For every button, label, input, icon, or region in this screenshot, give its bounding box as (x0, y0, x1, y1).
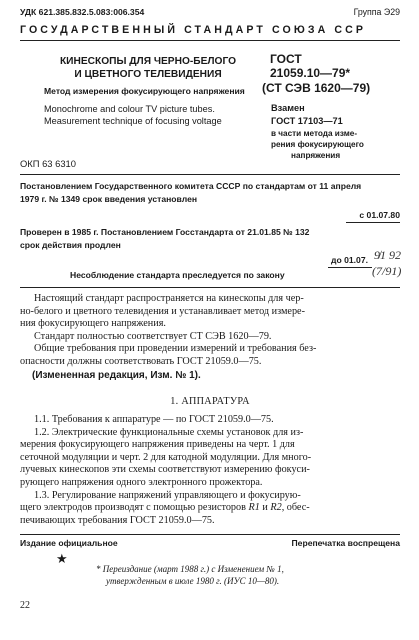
amendment-note: (Измененная редакция, Изм. № 1). (32, 369, 201, 381)
extended-date: до 01.07. (331, 255, 368, 265)
instead-label: Взамен (271, 103, 305, 113)
page-number: 22 (20, 600, 30, 611)
resistor-r1: R1 (248, 502, 260, 514)
state-standard-title: ГОСУДАРСТВЕННЫЙ СТАНДАРТ СОЮЗА ССР (20, 24, 367, 36)
english-title-line-1: Monochrome and colour TV picture tubes. (44, 104, 215, 114)
review-line-1: Проверен в 1985 г. Постановлением Госстандарта от 21.01.85 № 132 (20, 227, 310, 237)
clause-1-3-text-b: , обес- (281, 502, 310, 514)
scope-line-1: Настоящий стандарт распространяется на кинескопы для чер- (34, 293, 304, 304)
replacement-note-1: в части метода изме- (271, 129, 358, 138)
gost-label: ГОСТ (270, 52, 302, 66)
clause-1-3-line-1: 1.3. Регулирование напряжений управляющего и фокусирую- (34, 489, 301, 501)
star-icon: ★ (56, 551, 68, 566)
sev-number: (СТ СЭВ 1620—79) (262, 81, 371, 95)
legal-warning: Несоблюдение стандарта преследуется по закону (70, 270, 285, 280)
clause-1-2-line-3: сеточной модуляции и черт. 2 для катодной модуляции. Для много- (20, 451, 312, 463)
clause-1-3-line-3: печивающих требования ГОСТ 21059.0—75. (20, 514, 215, 526)
english-title-line-2: Measurement technique of focusing voltage (44, 116, 222, 126)
clause-1-2-line-4: лучевых кинескопов эти схемы соответствуют измерению фокуси- (20, 464, 310, 476)
introduction-date: с 01.07.80 (359, 210, 400, 220)
replacement-note-3: напряжения (291, 151, 341, 160)
gost-number: 21059.10—79* (270, 66, 351, 80)
decree-line-2: 1979 г. № 1349 срок введения установлен (20, 194, 198, 204)
footer-rule (20, 534, 400, 535)
reprint-prohibited: Перепечатка воспрещена (291, 538, 400, 548)
official-edition: Издание официальное (20, 538, 118, 548)
general-requirements-line-2: опасности должны соответствовать ГОСТ 21059.0—75. (20, 355, 262, 367)
replaced-gost: ГОСТ 17103—71 (271, 116, 343, 126)
okp-code: ОКП 63 6310 (20, 158, 76, 169)
scope-line-2: но-белого и цветного телевидения и устанавливает метод измере- (20, 305, 305, 317)
section-heading: 1. АППАРАТУРА (170, 396, 250, 407)
handwritten-note: (7/91) (372, 264, 402, 278)
scope-line-3: ния фокусирующего напряжения. (20, 318, 166, 330)
date-underline (346, 222, 400, 223)
general-requirements-line-1: Общие требования при проведении измерений и требования без- (34, 343, 317, 355)
section-1-body (20, 414, 402, 527)
title-line-1: КИНЕСКОПЫ ДЛЯ ЧЕРНО-БЕЛОГО (59, 56, 237, 67)
clause-1-3-conjunction: и (259, 502, 271, 514)
extended-date-underline (328, 267, 372, 268)
decree-rule (20, 287, 400, 288)
compliance-statement: Стандарт полностью соответствует СТ СЭВ 1620—79. (34, 330, 272, 342)
decree-line-1: Постановлением Государственного комитета СССР по стандартам от 11 апреля (20, 181, 362, 191)
group-code: Группа Э29 (353, 7, 400, 17)
reprint-note-line-2: утвержденным в июле 1980 г. (ИУС 10—80). (106, 576, 280, 586)
clause-1-3-text-a: щего электродов производят с помощью резисторов (20, 502, 249, 514)
replacement-note-2: рения фокусирующего (271, 140, 364, 149)
review-line-2: срок действия продлен (20, 240, 121, 250)
resistor-r2: R2 (270, 502, 282, 514)
clause-1-1: 1.1. Требования к аппаратуре — по ГОСТ 21059.0—75. (34, 414, 274, 425)
clause-1-2-line-2: мерения фокусирующего напряжения приведены на черт. 1 для (20, 439, 295, 451)
title-line-2: И ЦВЕТНОГО ТЕЛЕВИДЕНИЯ (74, 69, 222, 80)
udk-code: УДК 621.385.832.5.083:006.354 (20, 7, 145, 17)
reprint-note-line-1: * Переиздание (март 1988 г.) с Изменением № 1, (96, 564, 284, 574)
clause-1-3-line-2 (20, 502, 402, 515)
title-rule (20, 174, 400, 175)
clause-1-2-line-1: 1.2. Электрические функциональные схемы установок для из- (34, 426, 304, 438)
header-rule (20, 40, 400, 41)
subtitle: Метод измерения фокусирующего напряжения (44, 86, 245, 96)
handwritten-year: 9̸1 92 (374, 248, 401, 262)
scope-paragraph (20, 293, 402, 382)
clause-1-2-line-5: рующего напряжения одного электронного прожектора. (20, 476, 263, 488)
